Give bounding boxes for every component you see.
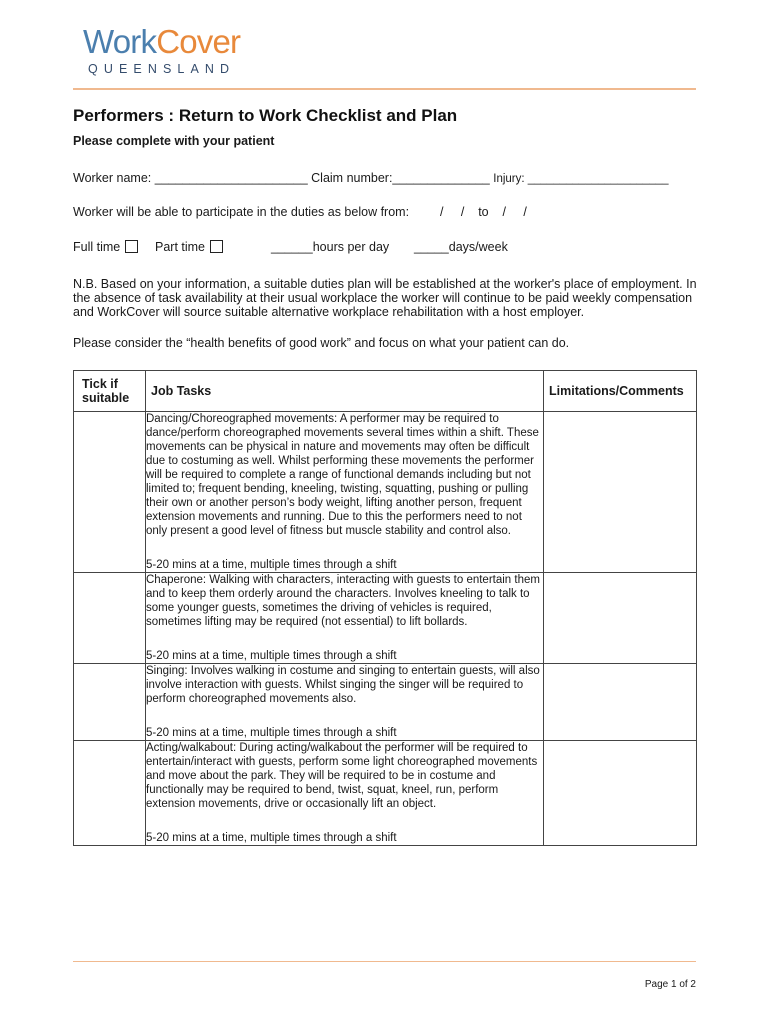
tick-cell[interactable] <box>74 741 146 846</box>
table-row <box>74 573 697 664</box>
task-cell <box>146 741 544 846</box>
worker-claim-text: Worker name: ______________________ Claim number:______________ <box>73 171 490 185</box>
date-range-field[interactable]: / / to / / <box>440 205 527 219</box>
task-cell <box>146 573 544 664</box>
full-time-option[interactable] <box>73 240 138 254</box>
task-duration: 5-20 mins at a time, multiple times through a shift <box>146 832 397 844</box>
participation-label: Worker will be able to participate in the duties as below from: <box>73 205 410 219</box>
table-row <box>74 664 697 741</box>
days-per-week-field[interactable]: _____days/week <box>414 240 508 254</box>
logo-brand-part1: Work <box>83 23 157 60</box>
part-time-option[interactable] <box>155 240 223 254</box>
task-description: Chaperone: Walking with characters, interacting with guests to entertain them and to keep them orderly around the characters. Involves kneeling to talk to some younger guests, sometimes the driving of vehicles is required, sometimes lifting may be required (not essential) to lift bollards. <box>146 574 540 628</box>
part-time-checkbox[interactable] <box>210 240 223 253</box>
job-tasks-table <box>73 370 697 846</box>
tick-cell[interactable] <box>74 664 146 741</box>
part-time-label: Part time <box>155 240 206 254</box>
comments-cell[interactable] <box>544 412 697 573</box>
task-description: Singing: Involves walking in costume and singing to entertain guests, will also involve interaction with guests. Whilst singing the singer will be required to perform choreographed movements also. <box>146 665 540 705</box>
comments-cell[interactable] <box>544 741 697 846</box>
task-duration: 5-20 mins at a time, multiple times through a shift <box>146 650 397 662</box>
logo-subtitle: QUEENSLAND <box>88 62 236 76</box>
table-row <box>74 741 697 846</box>
full-time-checkbox[interactable] <box>125 240 138 253</box>
logo-brand-part2: Cover <box>156 23 241 60</box>
comments-cell[interactable] <box>544 664 697 741</box>
task-cell <box>146 664 544 741</box>
table-row <box>74 412 697 573</box>
participation-line <box>73 205 409 219</box>
task-duration: 5-20 mins at a time, multiple times through a shift <box>146 727 397 739</box>
task-description: Dancing/Choreographed movements: A performer may be required to dance/perform choreographed movements several times within a shift. These movements can be physical in nature and movements may often be difficult due to costuming as well. Whilst performing these movements the performer will be required to complete a range of functional demands including but not limited to; frequent bending, kneeling, twisting, squatting, pushing or pulling their own or another person’s body weight, lifting another person, frequent extension movements and running. Due to this the performers need to not only present a good level of fitness but muscle stability and control also. <box>146 413 539 537</box>
tick-cell[interactable] <box>74 573 146 664</box>
tick-header: Tick if suitable <box>74 371 146 412</box>
task-cell <box>146 412 544 573</box>
table-header-row <box>74 371 697 412</box>
full-time-label: Full time <box>73 240 121 254</box>
tasks-header: Job Tasks <box>146 371 544 412</box>
tick-cell[interactable] <box>74 412 146 573</box>
hours-per-day-field[interactable]: ______hours per day <box>271 240 390 254</box>
worker-claim-line[interactable] <box>73 171 668 185</box>
footer-divider <box>73 961 696 962</box>
workcover-logo <box>83 22 240 62</box>
header-divider <box>73 88 696 90</box>
page-subtitle: Please complete with your patient <box>73 134 275 148</box>
page-number: Page 1 of 2 <box>644 979 696 990</box>
injury-field[interactable]: Injury: ______________________ <box>493 173 669 185</box>
comments-cell[interactable] <box>544 573 697 664</box>
nb-paragraph: N.B. Based on your information, a suitable duties plan will be established at the worker's place of employment. In the absence of task availability at their usual workplace the worker will continue to be paid weekly compensation and WorkCover will source suitable alternative workplace rehabilitation with a host employer. <box>73 277 697 319</box>
consider-paragraph: Please consider the “health benefits of good work” and focus on what your patient can do. <box>73 336 570 350</box>
comments-header: Limitations/Comments <box>544 371 697 412</box>
task-duration: 5-20 mins at a time, multiple times through a shift <box>146 559 397 571</box>
task-description: Acting/walkabout: During acting/walkabout the performer will be required to entertain/interact with guests, perform some light choreographed movements and move about the park. They will be required to be in costume and functionally may be required to bend, twist, squat, kneel, run, perform extension movements, drive or occasionally lift an object. <box>146 742 538 810</box>
page-title: Performers : Return to Work Checklist and Plan <box>73 106 458 125</box>
